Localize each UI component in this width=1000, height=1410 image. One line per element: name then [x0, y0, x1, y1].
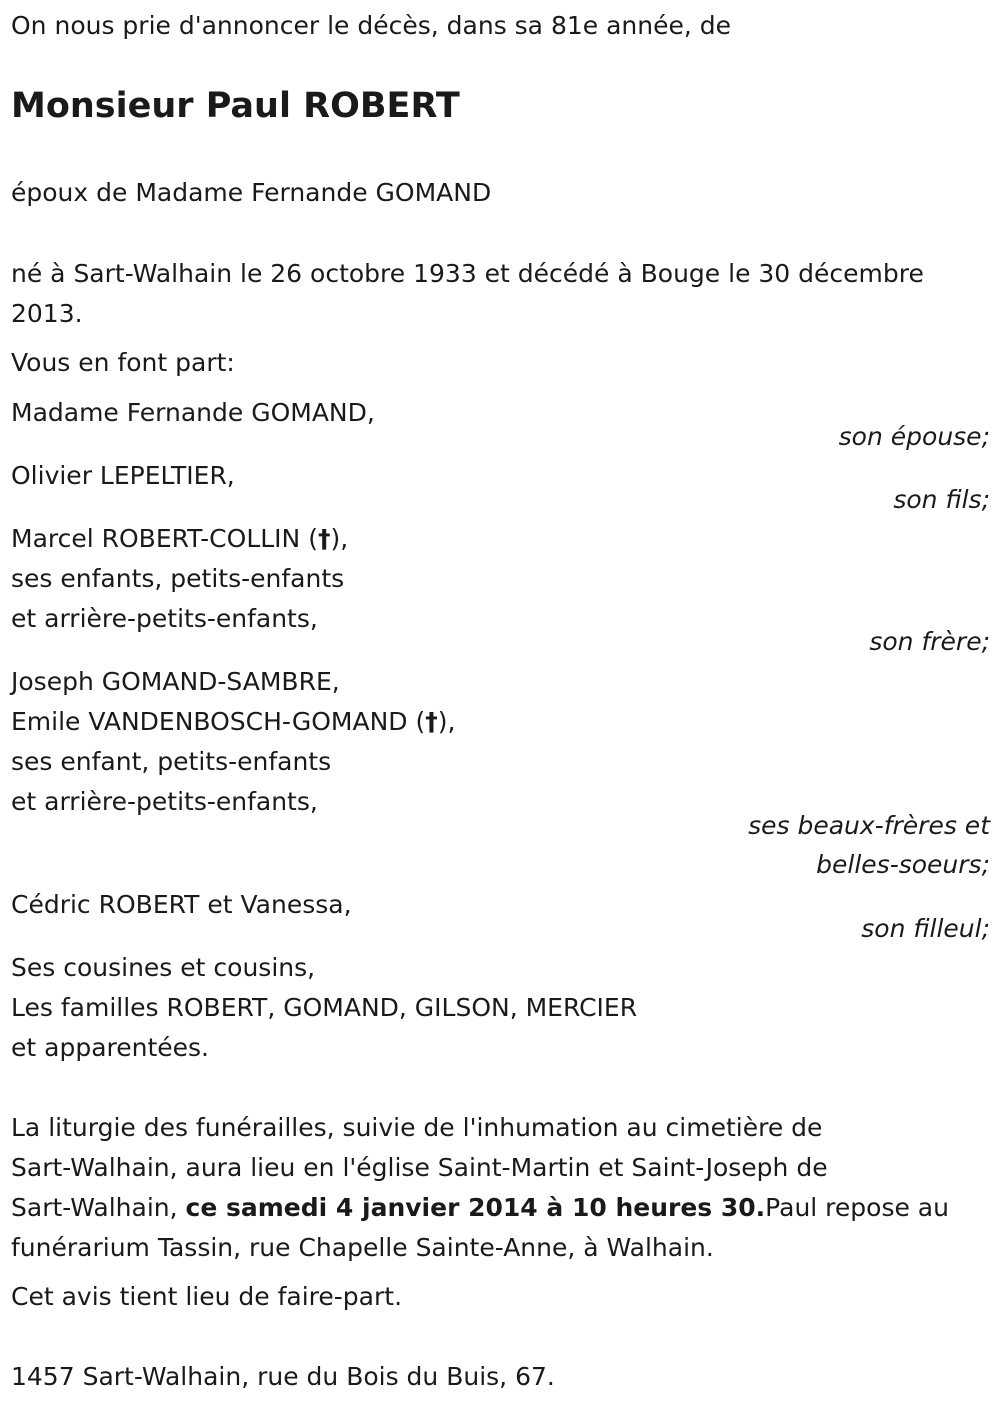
cousins-line-1: Ses cousines et cousins,	[11, 953, 316, 982]
funeral-line-3	[11, 1188, 949, 1228]
inlaws-role-line-2: belles-soeurs;	[816, 850, 990, 879]
cousins-line-3: et apparentées.	[11, 1033, 209, 1062]
brother-line-2: ses enfants, petits-enfants	[11, 564, 345, 593]
son-role: son fils;	[893, 485, 990, 514]
cousins-line-2: Les familles ROBERT, GOMAND, GILSON, MERCIER	[11, 993, 638, 1022]
inlaws-line-1: Joseph GOMAND-SAMBRE,	[11, 667, 340, 696]
inlaws-name: Emile VANDENBOSCH-GOMAND (	[11, 707, 426, 736]
address-text: 1457 Sart-Walhain, rue du Bois du Buis, 67.	[11, 1362, 555, 1391]
funeral-line-2: Sart-Walhain, aura lieu en l'église Saint-Martin et Saint-Joseph de	[11, 1153, 828, 1182]
announcers-intro: Vous en font part:	[11, 348, 235, 377]
funeral-place: Sart-Walhain,	[11, 1193, 186, 1222]
deceased-name: Monsieur Paul ROBERT	[11, 86, 460, 126]
spouse-line: époux de Madame Fernande GOMAND	[11, 178, 492, 207]
notice-text: Cet avis tient lieu de faire-part.	[11, 1282, 403, 1311]
inlaws-line-3: ses enfant, petits-enfants	[11, 747, 332, 776]
funeral-datetime: ce samedi 4 janvier 2014 à 10 heures 30.	[185, 1193, 766, 1222]
birth-death-line-1: né à Sart-Walhain le 26 octobre 1933 et décédé à Bouge le 30 décembre	[11, 259, 924, 288]
godson-role: son filleul;	[861, 914, 990, 943]
brother-line-3: et arrière-petits-enfants,	[11, 604, 318, 633]
funeral-line-1: La liturgie des funérailles, suivie de l'inhumation au cimetière de	[11, 1113, 823, 1142]
brother-name-close: ),	[330, 524, 349, 553]
cross-icon: †	[317, 524, 331, 553]
wife-name: Madame Fernande GOMAND,	[11, 398, 375, 427]
brother-role: son frère;	[869, 627, 990, 656]
birth-death-line-2: 2013.	[11, 299, 83, 328]
wife-role: son épouse;	[838, 422, 990, 451]
intro-text: On nous prie d'annoncer le décès, dans sa 81e année, de	[11, 11, 732, 40]
inlaws-line-2	[11, 702, 455, 742]
cross-icon: †	[425, 707, 438, 736]
funeral-repose: Paul repose au	[765, 1193, 949, 1222]
brother-name: Marcel ROBERT-COLLIN (	[11, 524, 318, 553]
inlaws-name-close: ),	[437, 707, 456, 736]
inlaws-line-4: et arrière-petits-enfants,	[11, 787, 318, 816]
son-name: Olivier LEPELTIER,	[11, 461, 235, 490]
brother-line-1	[11, 519, 348, 559]
funeral-line-4: funérarium Tassin, rue Chapelle Sainte-Anne, à Walhain.	[11, 1233, 714, 1262]
godson-name: Cédric ROBERT et Vanessa,	[11, 890, 352, 919]
inlaws-role-line-1: ses beaux-frères et	[748, 811, 990, 840]
